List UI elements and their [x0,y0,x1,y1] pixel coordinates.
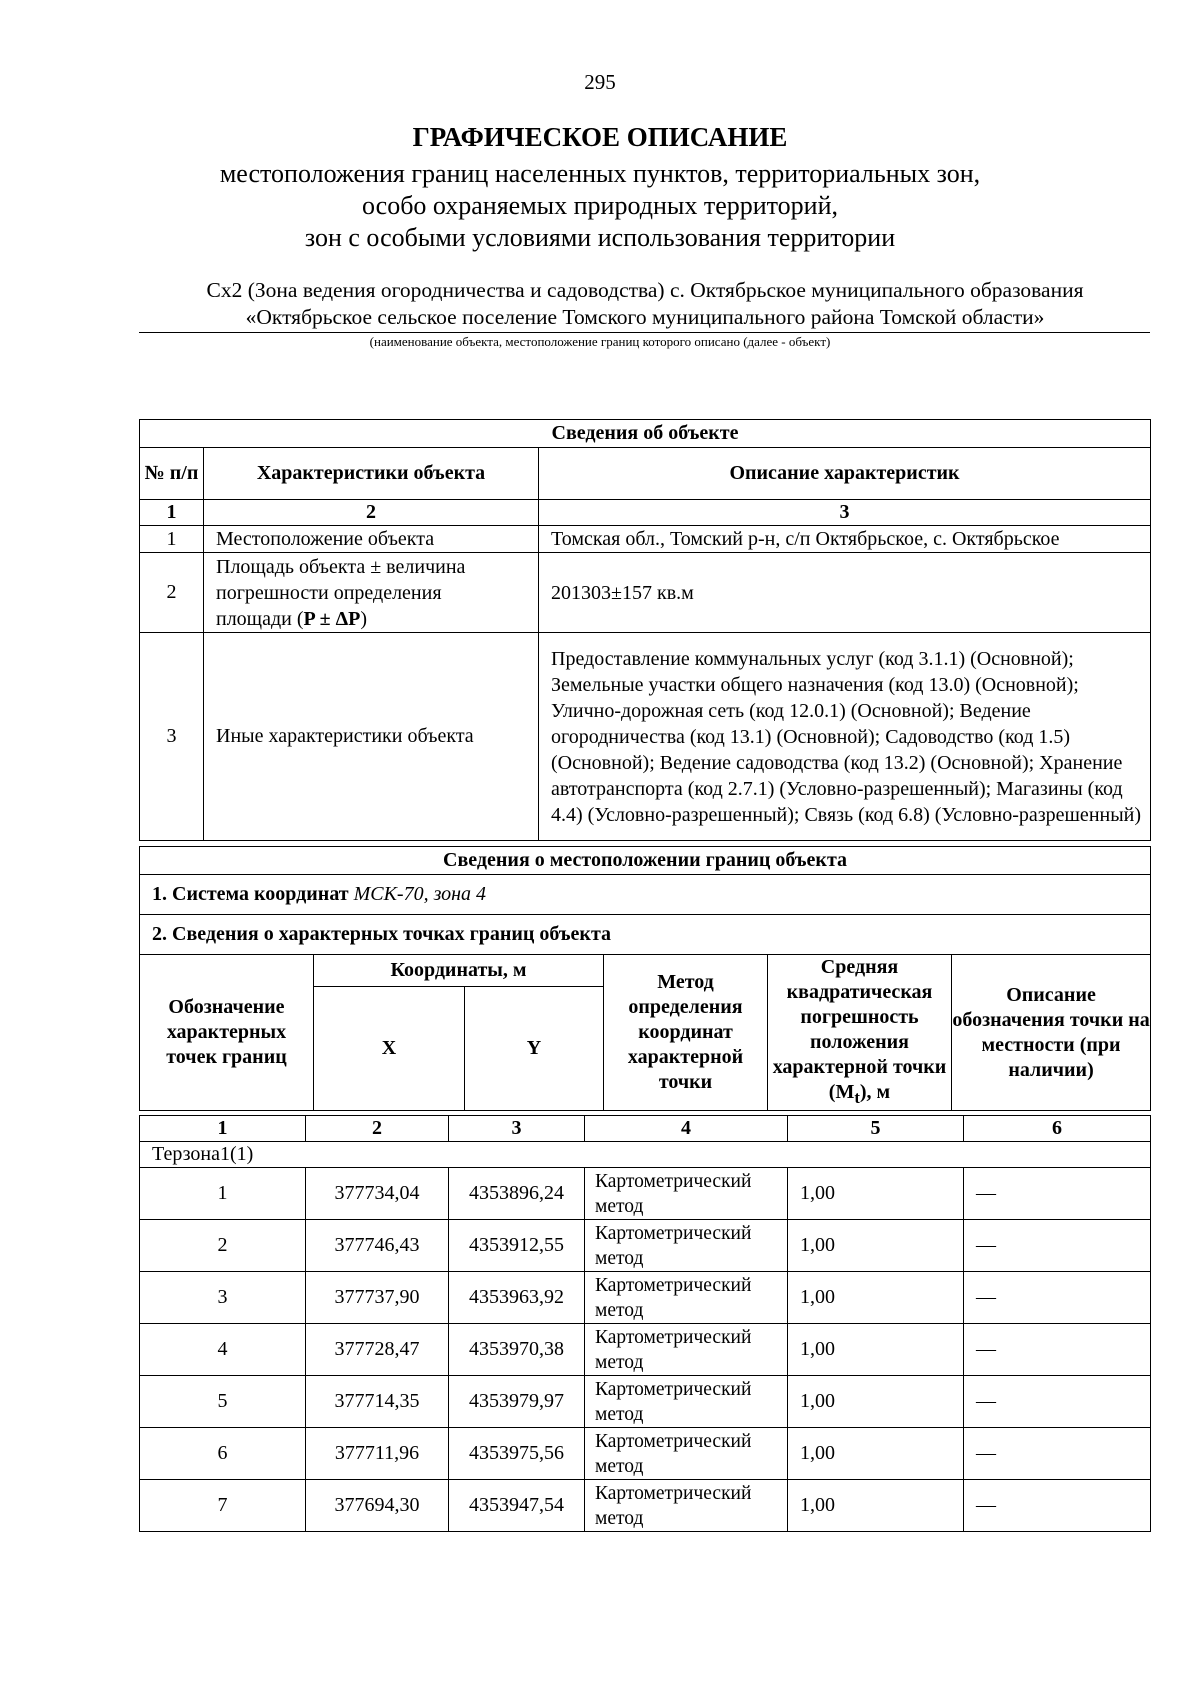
point-description: — [964,1428,1151,1480]
row-num: 2 [140,553,204,633]
column-header-point: Обозначение характерных точек границ [140,955,314,1111]
column-header-description: Описание характеристик [539,448,1151,500]
point-method: Картометрический метод [585,1376,788,1428]
table-row [140,1480,1151,1532]
index-cell: 4 [585,1116,788,1142]
point-y: 4353970,38 [449,1324,585,1376]
characteristic-line: погрешности определения [216,581,442,604]
point-y: 4353896,24 [449,1168,585,1220]
characteristic-line: Площадь объекта ± величина [216,555,466,578]
point-number: 1 [140,1168,306,1220]
error-subscript: t [854,1088,860,1107]
point-y: 4353947,54 [449,1480,585,1532]
point-method: Картометрический метод [585,1220,788,1272]
point-y: 4353979,97 [449,1376,585,1428]
table-row [140,633,1151,841]
column-header-point-description: Описание обозначения точки на местности (при наличии) [952,955,1151,1111]
point-method: Картометрический метод [585,1168,788,1220]
point-method: Картометрический метод [585,1324,788,1376]
column-header-method: Метод определения координат характерной точки [604,955,768,1111]
boundary-info-table [139,846,1151,1111]
point-number: 4 [140,1324,306,1376]
table-row [140,526,1151,553]
coordinate-system [140,875,1151,915]
points-table [139,1115,1151,1532]
point-error: 1,00 [788,1220,964,1272]
point-error: 1,00 [788,1168,964,1220]
char-prefix: площади ( [216,607,304,630]
subtitle-line: местоположения границ населенных пунктов, территориальных зон, [219,159,981,188]
object-info-table [139,419,1151,841]
row-description: 201303±157 кв.м [539,553,1151,633]
index-cell: 2 [204,500,539,526]
point-method: Картометрический метод [585,1480,788,1532]
point-x: 377746,43 [306,1220,449,1272]
point-x: 377728,47 [306,1324,449,1376]
row-characteristic: Местоположение объекта [204,526,539,553]
index-cell: 2 [306,1116,449,1142]
point-error: 1,00 [788,1272,964,1324]
char-suffix: ) [360,607,368,630]
point-x: 377734,04 [306,1168,449,1220]
index-cell: 1 [140,1116,306,1142]
index-cell: 3 [449,1116,585,1142]
subtitle-line: зон с особыми условиями использования территории [304,223,896,252]
table-row [140,1220,1151,1272]
table-row [140,1168,1151,1220]
object-name [140,277,1150,331]
table-row [140,553,1151,633]
row-description: Предоставление коммунальных услуг (код 3.1.1) (Основной); Земельные участки общего назначения (код 13.0) (Основной); Улично-дорожная сеть (код 12.0.1) (Основной); Ведение огородничества (код 13.1) (Основной); Садоводство (код 1.5) (Основной); Ведение садоводства (код 13.2) (Основной); Хранение автотранспорта (код 2.7.1) (Условно-разрешенный); Магазины (код 4.4) (Условно-разрешенный); Связь (код 6.8) (Условно-разрешенный) [539,633,1151,841]
page-number: 295 [584,70,616,94]
index-cell: 5 [788,1116,964,1142]
column-header-characteristic: Характеристики объекта [204,448,539,500]
document-title: ГРАФИЧЕСКОЕ ОПИСАНИЕ [412,122,788,152]
point-x: 377714,35 [306,1376,449,1428]
point-number: 2 [140,1220,306,1272]
object-info-section-title: Сведения об объекте [140,420,1151,448]
row-num: 3 [140,633,204,841]
point-x: 377694,30 [306,1480,449,1532]
table-row [140,1376,1151,1428]
column-header-num: № п/п [140,448,204,500]
point-description: — [964,1168,1151,1220]
point-error: 1,00 [788,1428,964,1480]
object-name-line: Сх2 (Зона ведения огородничества и садоводства) с. Октябрьское муниципального образования [206,278,1084,302]
point-number: 5 [140,1376,306,1428]
point-error: 1,00 [788,1480,964,1532]
object-name-underline [139,332,1150,333]
boundary-section-title: Сведения о местоположении границ объекта [140,847,1151,875]
point-method: Картометрический метод [585,1272,788,1324]
point-number: 6 [140,1428,306,1480]
characteristic-line [216,606,538,632]
point-number: 3 [140,1272,306,1324]
column-header-x: X [314,987,465,1111]
index-cell: 6 [964,1116,1151,1142]
coordinate-system-label: 1. Система координат [152,883,349,905]
point-description: — [964,1324,1151,1376]
char-formula: P ± ΔP [303,607,361,630]
index-cell: 1 [140,500,204,526]
point-description: — [964,1480,1151,1532]
object-name-line: «Октябрьское сельское поселение Томского муниципального района Томской области» [245,305,1045,329]
point-y: 4353975,56 [449,1428,585,1480]
zone-label: Терзона1(1) [140,1142,1151,1168]
column-header-y: Y [465,987,604,1111]
coordinate-system-value: МСК-70, зона 4 [353,883,487,905]
subtitle-line: особо охраняемых природных территорий, [362,191,838,220]
row-characteristic: Иные характеристики объекта [204,633,539,841]
column-header-coordinates: Координаты, м [314,955,604,987]
point-description: — [964,1220,1151,1272]
row-description: Томская обл., Томский р-н, с/п Октябрьское, с. Октябрьское [539,526,1151,553]
point-description: — [964,1272,1151,1324]
row-num: 1 [140,526,204,553]
column-header-error [768,955,952,1111]
point-description: — [964,1376,1151,1428]
point-y: 4353963,92 [449,1272,585,1324]
point-error: 1,00 [788,1324,964,1376]
points-section-title: 2. Сведения о характерных точках границ объекта [140,915,1151,955]
error-unit: ), м [859,1081,891,1103]
table-row [140,1324,1151,1376]
document-subtitle [0,158,1200,254]
object-caption: (наименование объекта, местоположение границ которого описано (далее - объект) [369,334,831,349]
point-error: 1,00 [788,1376,964,1428]
point-x: 377711,96 [306,1428,449,1480]
point-number: 7 [140,1480,306,1532]
table-row [140,1428,1151,1480]
error-label: Средняя квадратическая погрешность положения характерной точки (M [772,956,947,1103]
point-x: 377737,90 [306,1272,449,1324]
index-cell: 3 [539,500,1151,526]
point-method: Картометрический метод [585,1428,788,1480]
table-row [140,1272,1151,1324]
row-characteristic [204,553,539,633]
point-y: 4353912,55 [449,1220,585,1272]
